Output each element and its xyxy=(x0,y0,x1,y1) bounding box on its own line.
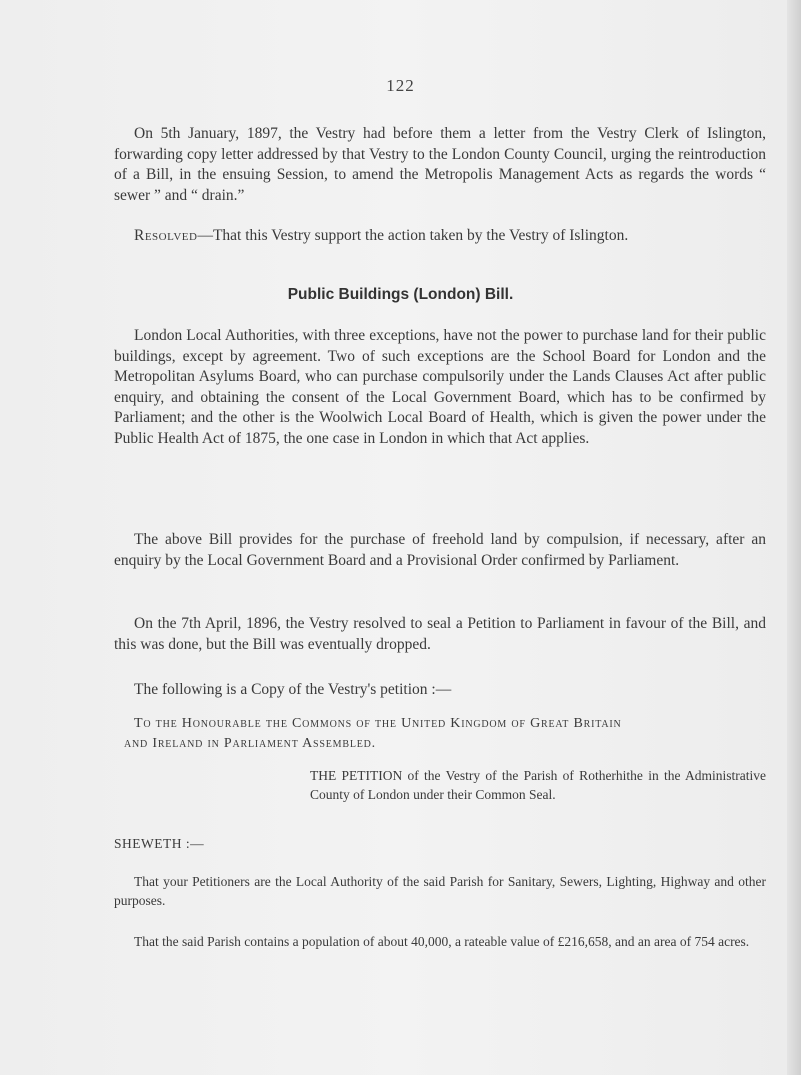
intro-block xyxy=(114,124,766,206)
address-line-2: and Ireland in Parliament Assembled. xyxy=(124,736,376,751)
page-edge xyxy=(787,0,801,1075)
petition-clause-1 xyxy=(114,872,766,910)
petition-title-block xyxy=(310,766,766,804)
petition-title: THE PETITION of the Vestry of the Parish of Rotherhithe in the Administrative County of London under their Common Seal. xyxy=(310,768,766,802)
paragraph-petition-resolution: On the 7th April, 1896, the Vestry resolved to seal a Petition to Parliament in favour of the Bill, and this was done, but the Bill was eventually dropped. xyxy=(114,615,766,653)
paragraph-bill-provisions: The above Bill provides for the purchase of freehold land by compulsion, if necessary, after an enquiry by the Local Government Board and a Provisional Order confirmed by Parliament. xyxy=(114,531,766,569)
paragraph-petition-intro: The following is a Copy of the Vestry's petition :— xyxy=(134,681,452,698)
page-number: 122 xyxy=(386,76,415,95)
body-block-2 xyxy=(114,530,766,571)
sheweth-block xyxy=(114,834,766,853)
petition-clause-2 xyxy=(114,932,766,951)
section-heading: Public Buildings (London) Bill. xyxy=(287,286,514,303)
body-block-1 xyxy=(114,326,766,449)
address-line-1: To the Honourable the Commons of the United Kingdom of Great Britain xyxy=(134,716,622,731)
resolution-paragraph xyxy=(114,226,766,247)
resolved-label: Resolved xyxy=(134,227,198,244)
resolution-text: —That this Vestry support the action taken by the Vestry of Islington. xyxy=(197,227,629,244)
petition-address xyxy=(114,714,766,754)
sheweth-label: SHEWETH :— xyxy=(114,836,205,851)
paragraph-islington-letter: On 5th January, 1897, the Vestry had before them a letter from the Vestry Clerk of Islington, forwarding copy letter addressed by that Vestry to the London County Council, urging the reintroduction of a Bill, in the ensuing Session, to amend the Metropolis Management Acts as regards the words “ sewer ” and “ drain.” xyxy=(114,125,766,204)
resolution-block xyxy=(114,226,766,247)
clause-local-authority: That your Petitioners are the Local Authority of the said Parish for Sanitary, Sewers, Lighting, Highway and other purposes. xyxy=(114,874,766,908)
body-block-4 xyxy=(114,680,766,701)
clause-population: That the said Parish contains a population of about 40,000, a rateable value of £216,658, and an area of 754 acres. xyxy=(134,934,750,949)
body-block-3 xyxy=(114,614,766,655)
paragraph-local-authorities: London Local Authorities, with three exceptions, have not the power to purchase land for their public buildings, except by agreement. Two of such exceptions are the School Board for London and the Metropolitan Asylums Board, who can purchase compulsorily under the Lands Clauses Act after public enquiry, and obtaining the consent of the Local Government Board, which has to be confirmed by Parliament; and the other is the Woolwich Local Board of Health, which is given the power under the Public Health Act of 1875, the one case in London in which that Act applies. xyxy=(114,327,766,447)
